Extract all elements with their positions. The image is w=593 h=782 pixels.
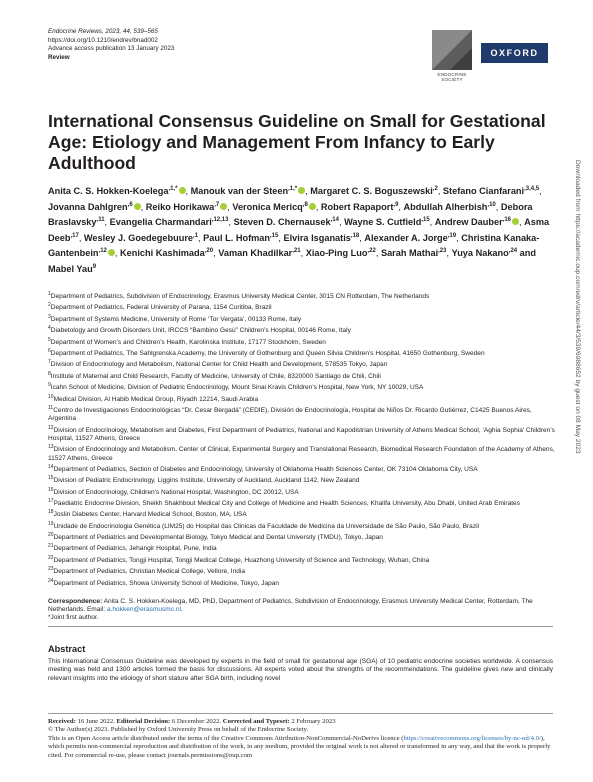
author-name[interactable]: Elvira Isganatis <box>283 232 351 243</box>
author-affiliation-marks: ,16 <box>502 217 512 224</box>
affiliation-text: Paediatric Endocrine Division, Sheikh Shakhbout Medical City and College of Medicine and Health Sciences, Khalifa University, Abu Dhabi, United Arab Emirates <box>53 500 520 508</box>
author-affiliation-marks: ,23 <box>438 248 447 255</box>
affiliation-text: Unidade de Endocrinologia Genética (LIM25) do Hospital das Clinicas da Faculdade de Medicina da Universidade de São Paulo, São Paulo, Brazil <box>53 522 480 530</box>
license-notice: This is an Open Access article distributed under the terms of the Creative Commons Attribution-NonCommercial-NoDerivs licence (https://creativecommons.org/licenses/by-nc-nd/4.0/), which permits non-commercial reproduction and distribution of the work, in any medium, provided the original work is not altered or transformed in any way, and that the work is properly cited. For commercial re-use, please contact journals.permissions@oup.com <box>48 734 551 759</box>
publication-footer <box>48 718 553 760</box>
author-affiliation-marks: ,22 <box>367 248 376 255</box>
advance-access-date: Advance access publication 13 January 2023 <box>48 45 175 53</box>
affiliation-number: 22 <box>48 554 54 561</box>
affiliation-number: 3 <box>48 313 51 320</box>
affiliation-item <box>48 554 556 565</box>
author-affiliation-marks: 9 <box>92 263 97 270</box>
affiliation-item <box>48 381 556 392</box>
author-name[interactable]: Jovanna Dahlgren <box>48 201 128 212</box>
affiliation-text: Department of Women’s and Children’s Health, Karolinska Institute, 17177 Stockholm, Sweden <box>50 338 326 346</box>
affiliation-text: Department of Pediatrics, Showa University School of Medicine, Tokyo, Japan <box>53 579 280 587</box>
abstract-heading: Abstract <box>48 644 86 654</box>
affiliation-number: 6 <box>48 347 51 354</box>
author-affiliation-marks: ,14 <box>330 217 339 224</box>
affiliation-number: 24 <box>48 577 54 584</box>
affiliation-item <box>48 565 556 576</box>
affiliation-text: Joslin Diabetes Center, Harvard Medical School, Boston, MA, USA <box>53 511 247 519</box>
affiliation-number: 19 <box>48 520 54 527</box>
download-watermark <box>574 160 591 610</box>
affiliation-text: Department of Pediatrics, Federal University of Parana, 1154 Curitiba, Brazil <box>50 304 272 312</box>
orcid-icon[interactable] <box>134 203 141 210</box>
endocrine-society-logo-icon <box>432 30 472 70</box>
affiliation-text: Division of Endocrinology, Metabolism and Diabetes, First Department of Pediatrics, National and Kapodistrian University of Athens Medical School, ‘Aghia Sophia’ Children’s Hospital, 11527 Athens, Greece <box>48 426 555 442</box>
affiliation-number: 2 <box>48 302 51 309</box>
affiliation-item <box>48 301 556 312</box>
affiliation-number: 7 <box>48 359 51 366</box>
author-affiliation-marks: ,8 <box>302 201 308 208</box>
affiliation-item <box>48 347 556 358</box>
doi-link[interactable]: https://doi.org/10.1210/endrev/bnad002 <box>48 36 158 44</box>
affiliation-text: Division of Pediatric Endocrinology, Liggins Institute, University of Auckland, Auckland 1142, New Zealand <box>53 477 360 485</box>
affiliation-item <box>48 531 556 542</box>
divider <box>48 626 553 627</box>
author-affiliation-marks: ,1 <box>193 232 199 239</box>
author-name[interactable]: Wayne S. Cutfield <box>344 217 422 228</box>
affiliation-item <box>48 497 556 508</box>
author-affiliation-marks: ,15 <box>270 232 279 239</box>
affiliation-item <box>48 404 556 424</box>
author-affiliation-marks: ,6 <box>127 201 133 208</box>
orcid-icon[interactable] <box>179 187 186 194</box>
affiliation-item <box>48 358 556 369</box>
copyright-notice: © The Author(s) 2023. Published by Oxford University Press on behalf of the Endocrine Society. <box>48 726 309 734</box>
author-affiliation-marks: ,1,* <box>288 186 298 192</box>
correspondence-label: Correspondence: <box>48 598 103 605</box>
affiliation-text: Division of Endocrinology and Metabolism, National Center for Child Health and Development, 578535 Tokyo, Japan <box>50 361 388 369</box>
author-affiliation-marks: ,24 <box>508 248 518 255</box>
author-name[interactable]: Stefano Cianfarani <box>442 186 525 197</box>
article-title: International Consensus Guideline on Small for Gestational Age: Etiology and Management From Infancy to Early Adulthood <box>48 111 546 173</box>
author-name[interactable]: Asma Deeb <box>48 217 550 243</box>
download-note-text: Downloaded from https://academic.oup.com/edrv/article/44/3/539/6988652 by guest on 08 May 2023 <box>574 160 581 454</box>
author-name[interactable]: Anita C. S. Hokken-Koelega <box>48 186 169 197</box>
orcid-icon[interactable] <box>512 218 519 225</box>
author-affiliation-marks: ,9 <box>393 201 399 208</box>
author-name[interactable]: Paul L. Hofman <box>203 232 271 243</box>
affiliation-number: 8 <box>48 370 51 377</box>
affiliation-number: 1 <box>48 291 51 297</box>
affiliation-text: Diabetology and Growth Disorders Unit, IRCCS “Bambino Gesù” Children’s Hospital, 00146 Rome, Italy <box>50 327 351 335</box>
author-name[interactable]: Vaman Khadilkar <box>218 248 293 259</box>
author-name[interactable]: Christina Kanaka-Gantenbein <box>48 232 540 259</box>
author-name[interactable]: Debora Braslavsky <box>48 201 533 228</box>
affiliation-item <box>48 486 556 497</box>
author-name[interactable]: Veronica Mericq <box>232 201 303 212</box>
author-name[interactable]: Steven D. Chernausek <box>233 217 331 228</box>
author-name[interactable]: Kenichi Kashimada <box>120 248 205 259</box>
affiliation-item <box>48 336 556 347</box>
author-name[interactable]: Manouk van der Steen <box>190 186 289 197</box>
affiliation-text: Division of Endocrinology and Metabolism, Center of Clinical, Experimental Surgery and Translational Research, Biomedical Research Foundation of the Academy of Athens, 11527 Athens, Greece <box>48 446 555 462</box>
author-affiliation-marks: ,11 <box>96 217 105 224</box>
affiliation-text: Department of Pediatrics, Jehangir Hospital, Pune, India <box>53 545 217 553</box>
article-meta <box>48 28 174 62</box>
affiliation-list <box>48 290 556 588</box>
affiliation-text: Icahn School of Medicine, Division of Pediatric Endocrinology, Mount Sinai Kravis Children’s Hospital, New York, NY 10029, USA <box>50 384 424 392</box>
affiliation-text: Division of Endocrinology, Children’s National Hospital, Washington, DC 20012, USA <box>53 488 299 496</box>
author-name[interactable]: Xiao-Ping Luo <box>305 248 368 259</box>
abstract-text: This International Consensus Guideline was developed by experts in the field of small for gestational age (SGA) of 10 pediatric endocrine societies worldwide. A consensus meeting was held and 1300 articles formed the basis for discussions. All experts voted about the strengths of the recommendations. The guideline gives new and clinically relevant insights into the etiology of short stature after SGA birth, including novel <box>48 658 553 682</box>
affiliation-item <box>48 370 556 381</box>
affiliation-number: 9 <box>48 382 51 389</box>
affiliation-text: Institute of Maternal and Child Research, Faculty of Medicine, University of Chile, 8320000 Santiago de Chili, Chili <box>50 372 381 380</box>
affiliation-number: 10 <box>48 393 54 400</box>
affiliation-item <box>48 508 556 519</box>
affiliation-item <box>48 463 556 474</box>
author-name[interactable]: Wesley J. Goedegebuure <box>83 232 194 243</box>
author-affiliation-marks: ,12,13 <box>211 217 229 224</box>
affiliation-number: 13 <box>48 444 54 451</box>
author-name[interactable]: Margaret C. S. Boguszewski <box>310 186 433 197</box>
affiliation-number: 4 <box>48 325 51 332</box>
author-name[interactable]: Evangelia Charmandari <box>109 217 212 228</box>
affiliation-number: 21 <box>48 543 54 550</box>
affiliation-text: Department of Pediatrics, Tongji Hospital, Tongji Medical College, Huazhong University of Science and Technology, Wuhan, China <box>53 557 430 565</box>
endocrine-society-wordmark: ENDOCRINE SOCIETY <box>437 72 467 83</box>
affiliation-item <box>48 577 556 588</box>
correspondence-email-link[interactable]: a.hokken@erasmusmc.nl <box>106 606 181 614</box>
affiliation-text: Department of Pediatrics, Subdivision of Endocrinology, Erasmus University Medical Center, 3015 CN Rotterdam, The Netherlands <box>50 293 430 301</box>
author-affiliation-marks: ,18 <box>350 232 360 239</box>
affiliation-number: 5 <box>48 336 51 343</box>
author-name[interactable]: Abdullah Alherbish <box>403 201 488 212</box>
author-name[interactable]: Alexander A. Jorge <box>364 232 448 243</box>
affiliation-item <box>48 313 556 324</box>
affiliation-item <box>48 542 556 553</box>
affiliation-item <box>48 474 556 485</box>
affiliation-text: Centro de Investigaciones Endocrinológicas “Dr. Cesar Bergadá” (CEDIE), División de Endocrinología, Hospital de Niños Dr. Ricardo Gutiérrez, C1425 Buenos Aires, Argentina <box>48 407 532 423</box>
orcid-icon[interactable] <box>309 203 316 210</box>
correspondence-block: Correspondence: Anita C. S. Hokken-Koelega, MD, PhD, Department of Pediatrics, Subdivision of Endocrinology, Erasmus University Medical Center, Rotterdam, The Netherlands. Email: a.hokken@erasmusmc.nl. *Joint first author. <box>48 598 556 623</box>
affiliation-item <box>48 393 556 404</box>
orcid-icon[interactable] <box>108 249 115 256</box>
author-affiliation-marks: ,12 <box>98 248 107 255</box>
author-affiliation-marks: ,15 <box>421 217 430 224</box>
affiliation-number: 23 <box>48 566 54 573</box>
author-name[interactable]: Andrew Dauber <box>434 217 503 228</box>
author-name[interactable]: Robert Rapaport <box>320 201 394 212</box>
joint-first-author-note: *Joint first author. <box>48 614 99 622</box>
author-name[interactable]: Yuya Nakano <box>451 248 509 259</box>
footer-divider <box>48 713 553 714</box>
correspondence-text: Anita C. S. Hokken-Koelega, MD, PhD, Department of Pediatrics, Subdivision of Endocrinology, Erasmus University Medical Center, Rotterdam, The Netherlands. Email: <box>48 598 533 614</box>
affiliation-number: 12 <box>48 424 54 431</box>
affiliation-text: Department of Pediatrics and Developmental Biology, Tokyo Medical and Dental University (TMDU), Tokyo, Japan <box>53 534 383 542</box>
journal-citation: Endocrine Reviews, 2023, 44, 539–565 <box>48 28 158 35</box>
license-link[interactable]: https://creativecommons.org/licenses/by-nc-nd/4.0/ <box>403 734 541 742</box>
oxford-logo: OXFORD <box>481 43 548 63</box>
author-affiliation-marks: ,21 <box>292 248 301 255</box>
affiliation-item <box>48 290 556 301</box>
author-affiliation-marks: ,2 <box>432 186 438 192</box>
author-affiliation-marks: ,19 <box>447 232 457 239</box>
affiliation-text: Department of Pediatrics, The Sahlgrenska Academy, the University of Gothenburg and Queen Silvia Children’s Hospital, 41650 Gothenburg, Sweden <box>50 350 485 358</box>
affiliation-text: Department of Systems Medicine, University of Rome ‘Tor Vergata’, 00133 Rome, Italy <box>50 315 302 323</box>
affiliation-number: 17 <box>48 497 54 504</box>
affiliation-number: 20 <box>48 532 54 539</box>
author-name[interactable]: Mabel Yau <box>48 263 93 274</box>
affiliation-number: 16 <box>48 486 54 493</box>
affiliation-number: 15 <box>48 475 54 482</box>
affiliation-text: Department of Pediatrics, Christian Medical College, Vellore, India <box>53 568 245 576</box>
author-list: Anita C. S. Hokken-Koelega$^{,1,*}$ , Manouk van der Steen$^{,1,*}$ , Margaret C. S. Boguszewski$^{,2}$, Stefano Cianfarani$^{,3,4,5}$, Jovanna Dahlgren$^{,6}$ , Reiko Horikawa$^{,7}$ , Veronica Mericq$^{,8}$ , Robert Rapaport$^{,9}$, Abdullah Alherbish$^{,10}$, Debora Braslavsky$^{,11}$, Evangelia Charmandari$^{,12,13}$, Steven D. Chernausek$^{,14}$, Wayne S. Cutfield$^{,15}$, Andrew Dauber$^{,16}$ , Asma Deeb$^{,17}$, Wesley J. Goedegebuure$^{,1}$, Paul L. Hofman$^{,15}$, Elvira Isganatis$^{,18}$, Alexander A. Jorge$^{,19}$, Christina Kanaka-Gantenbein$^{,12}$ , Kenichi Kashimada$^{,20}$, Vaman Khadilkar$^{,21}$, Xiao-Ping Luo$^{,22}$, Sarah Mathai$^{,23}$, Yuya Nakano$^{,24}$ and Mabel Yau$^9$ <box>48 186 550 274</box>
author-affiliation-marks: ,10 <box>487 201 496 208</box>
article-type: Review <box>48 53 70 61</box>
affiliation-item <box>48 443 556 463</box>
affiliation-item <box>48 424 556 444</box>
affiliation-number: 14 <box>48 463 54 470</box>
author-name[interactable]: Sarah Mathai <box>380 248 439 259</box>
author-name[interactable]: Reiko Horikawa <box>145 201 215 212</box>
affiliation-item <box>48 520 556 531</box>
publication-dates: Received: 16 June 2022. Editorial Decision: 6 December 2022. Corrected and Typeset: 2 February 2023 <box>48 718 336 725</box>
affiliation-number: 18 <box>48 509 54 516</box>
affiliation-number: 11 <box>48 404 54 411</box>
author-affiliation-marks: ,1,* <box>168 186 178 192</box>
affiliation-text: Department of Pediatrics, Section of Diabetes and Endocrinology, University of Oklahoma Health Sciences Center, OK 73104 Oklahoma City, USA <box>53 465 478 473</box>
affiliation-text: Medical Division, Al Habib Medical Group, Riyadh 12214, Saudi Arabia <box>53 395 259 403</box>
author-affiliation-marks: ,3,4,5 <box>524 186 540 192</box>
affiliation-item <box>48 324 556 335</box>
author-affiliation-marks: ,7 <box>214 201 220 208</box>
author-affiliation-marks: ,17 <box>70 232 79 239</box>
author-affiliation-marks: ,20 <box>204 248 214 255</box>
